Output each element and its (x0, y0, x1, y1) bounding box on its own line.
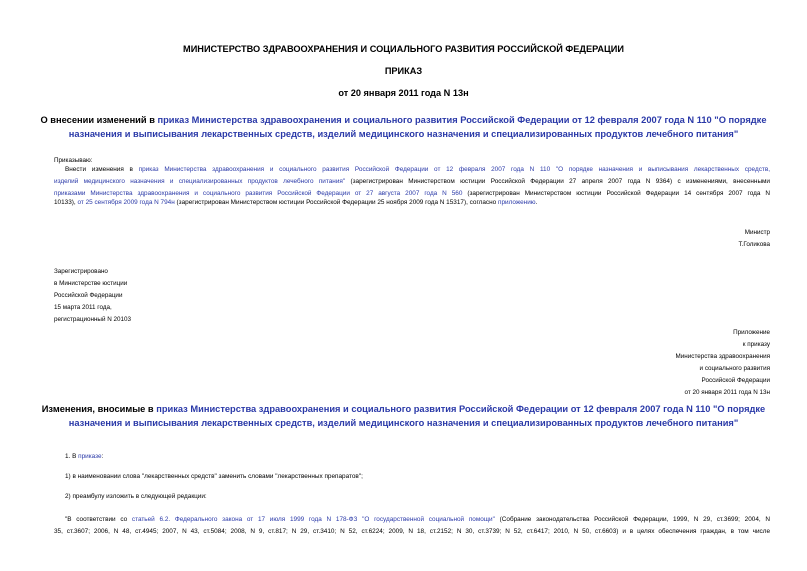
order-paragraph-line-4 (54, 197, 537, 210)
signature-position: Министр (744, 229, 770, 236)
appendix-line: Российской Федерации (701, 377, 770, 384)
text-fragment: Внести изменения в (65, 166, 139, 173)
text-fragment: . (535, 199, 538, 206)
changes-title-link[interactable]: приказ Министерства здравоохранения и социального развития Российской Федерации от 12 февраля 2007 года N 110 "О порядке (156, 404, 766, 414)
quote-line-1 (65, 514, 770, 527)
registration-line: в Министерстве юстиции (54, 280, 128, 287)
order-title-link-cont[interactable]: назначения и выписывания лекарственных средств, изделий медицинского назначения и специализированных продуктов лечебного питания" (68, 128, 739, 139)
changes-title (0, 403, 807, 430)
registration-block (54, 266, 131, 326)
text-fragment: : (101, 453, 104, 460)
order-title (0, 114, 807, 141)
item-1 (65, 451, 103, 464)
order-794n-link[interactable]: от 25 сентября 2009 года N 794н (77, 199, 175, 206)
appendix-line: Приложение (733, 329, 770, 336)
appendix-line: Министерства здравоохранения (675, 353, 770, 360)
appendix-block (560, 327, 770, 399)
quote-line-2: 35, ст.3607; 2006, N 48, ст.4945; 2007, N 43, ст.5084; 2008, N 9, ст.817; N 29, ст.3410; N 52, ст.6224; 2009, N 18, ст.2152; N 30, ст.3739; N 52, ст.6417; 2010, N 50, ст.6603) и в целях обеспечения граждан, в том числе (54, 528, 770, 535)
signature-name: Т.Голикова (738, 241, 770, 248)
registration-line: Зарегистрировано (54, 268, 108, 275)
registration-line: регистрационный N 20103 (54, 316, 132, 323)
order-paragraph-line-2 (54, 176, 770, 189)
appendix-line: и социального развития (699, 365, 770, 372)
appendix-link[interactable]: приложению (497, 199, 536, 206)
amended-order-link-cont[interactable]: изделий медицинского назначения и специализированных продуктов лечебного питания" (54, 178, 346, 185)
changes-title-link-cont[interactable]: назначения и выписывания лекарственных средств, изделий медицинского назначения и специализированных продуктов лечебного питания" (68, 417, 739, 428)
text-fragment: (зарегистрирован Министерством юстиции Российской Федерации 25 ноября 2009 года N 15317), согласно (174, 199, 498, 206)
amended-order-link[interactable]: приказ Министерства здравоохранения и социального развития Российской Федерации от 12 февраля 2007 года N 110 "О порядке назначения и выписывания лекарственных средств, (138, 166, 770, 173)
appendix-line: от 20 января 2011 года N 13н (684, 389, 770, 396)
order-title-prefix: О внесении изменений в (40, 115, 158, 125)
order-date-number: от 20 января 2011 года N 13н (338, 88, 469, 98)
text-fragment: "В соответствии со (65, 516, 132, 523)
order-paragraph-line-1 (65, 164, 770, 177)
ministry-heading: МИНИСТЕРСТВО ЗДРАВООХРАНЕНИЯ И СОЦИАЛЬНОГО РАЗВИТИЯ РОССИЙСКОЙ ФЕДЕРАЦИИ (183, 44, 624, 54)
item-1-1: 1) в наименовании слова "лекарственных средств" заменить словами "лекарственных препаратов"; (65, 473, 363, 480)
text-fragment: 10133), (54, 199, 78, 206)
federal-law-link[interactable]: статьей 6.2. Федерального закона от 17 июля 1999 года N 178-ФЗ "О государственной социальной помощи" (131, 516, 495, 523)
order-title-link[interactable]: приказ Министерства здравоохранения и социального развития Российской Федерации от 12 февраля 2007 года N 110 "О порядке (157, 115, 767, 125)
doc-type-heading: ПРИКАЗ (384, 66, 423, 76)
changes-title-prefix: Изменения, вносимые в (41, 404, 157, 414)
text-fragment: (зарегистрирован Министерством юстиции Российской Федерации 27 апреля 2007 года N 9364) с изменениями, внесенными (345, 178, 770, 185)
order-prikazyvayu: Приказываю: (54, 157, 93, 164)
order-reference-link[interactable]: приказе (78, 453, 102, 460)
text-fragment: (зарегистрирован Министерством юстиции Российской Федерации 14 сентября 2007 года N (462, 190, 770, 197)
amending-orders-link[interactable]: приказами Министерства здравоохранения и социального развития Российской Федерации от 27 августа 2007 года N 560 (54, 190, 463, 197)
text-fragment: 1. В (65, 453, 79, 460)
appendix-line: к приказу (742, 341, 770, 348)
signature-block (600, 227, 770, 251)
item-1-2: 2) преамбулу изложить в следующей редакции: (65, 493, 207, 500)
registration-line: Российской Федерации (54, 292, 123, 299)
text-fragment: (Собрание законодательства Российской Федерации, 1999, N 29, ст.3699; 2004, N (494, 516, 770, 523)
registration-line: 15 марта 2011 года, (54, 304, 112, 311)
